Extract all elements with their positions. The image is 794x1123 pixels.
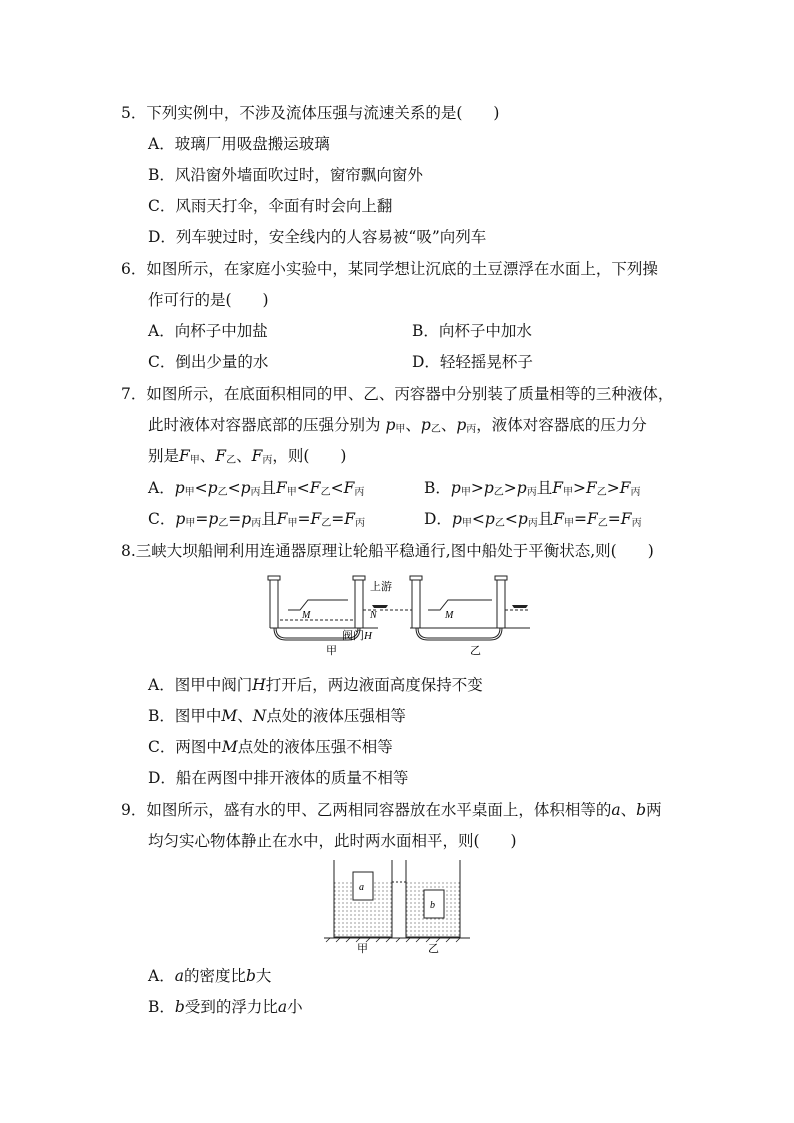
caption-jia: 甲	[326, 645, 337, 657]
option-text: 点处的液体压强不相等	[237, 738, 393, 756]
var-F: F	[343, 479, 355, 497]
containers-figure	[322, 858, 472, 958]
sub-yi: 乙	[597, 518, 608, 529]
sub-jia: 甲	[564, 518, 575, 529]
var-p: p	[420, 416, 431, 434]
sub-bing: 丙	[631, 518, 642, 529]
sub-yi: 乙	[430, 424, 441, 435]
q6-option-d: D．轻轻摇晃杯子	[412, 353, 533, 371]
sub-bing: 丙	[354, 487, 365, 498]
sub-jia: 甲	[189, 455, 200, 466]
q6-stem-line1: 6．如图所示，在家庭小实验中，某同学想让沉底的土豆漂浮在水面上，下列操	[121, 260, 658, 278]
option-text: 、	[237, 707, 253, 725]
option-letter: A．	[148, 479, 175, 497]
var-a: a	[277, 998, 288, 1016]
sub-jia: 甲	[562, 487, 573, 498]
var-m: M	[221, 707, 238, 725]
q8-option-c	[148, 737, 393, 757]
sub-bing: 丙	[262, 455, 273, 466]
q7-stem-text: ，液体对容器底的压力分	[476, 416, 647, 434]
label-upstream: 上游	[370, 581, 392, 593]
var-F: F	[276, 510, 288, 528]
q7-stem-text: ，则( )	[272, 447, 347, 465]
q7-stem-text: 此时液体对容器底部的压强分别为	[148, 416, 381, 434]
q8-option-d: D．船在两图中排开液体的质量不相等	[148, 769, 409, 787]
var-p: p	[174, 479, 185, 497]
stem-text: 、	[620, 801, 637, 819]
sub-yi: 乙	[320, 487, 331, 498]
label-b: b	[430, 900, 435, 911]
q8-option-b	[148, 706, 406, 726]
var-F: F	[179, 447, 190, 465]
stem-text: 两	[646, 801, 662, 819]
var-p: p	[483, 479, 494, 497]
q7-stem-line3: 别是$F_甲$、$F_乙$、$F_丙$，则( )	[148, 447, 347, 466]
var-p: p	[207, 479, 218, 497]
q6-option-a: A．向杯子中加盐	[148, 322, 268, 340]
option-text: A．	[148, 967, 175, 985]
option-text: 点处的液体压强相等	[266, 707, 406, 725]
option-letter: C．	[148, 510, 176, 528]
sub-bing: 丙	[466, 424, 477, 435]
sub-jia: 甲	[395, 424, 406, 435]
sub-bing: 丙	[250, 487, 261, 498]
var-F: F	[552, 479, 563, 497]
option-text: B．	[148, 998, 175, 1016]
q8-stem: 8.三峡大坝船闸利用连通器原理让轮船平稳通行,图中船处于平衡状态,则( )	[121, 542, 654, 560]
var-a: a	[174, 967, 184, 985]
var-n: N	[252, 707, 267, 725]
var-p: p	[175, 510, 186, 528]
q9-option-a	[148, 966, 271, 986]
sub-yi: 乙	[321, 518, 332, 529]
option-text: B．图甲中	[148, 707, 222, 725]
option-text: 大	[255, 967, 272, 985]
var-b: b	[174, 998, 185, 1016]
label-valve: 阀门H	[342, 630, 372, 642]
var-h: H	[252, 676, 266, 694]
option-text: A．图甲中阀门	[148, 676, 253, 694]
label-a: a	[359, 882, 364, 893]
caption-yi: 乙	[428, 943, 439, 955]
option-text: 小	[287, 998, 303, 1016]
stem-text: 9．如图所示，盛有水的甲、乙两相同容器放在水平桌面上，体积相等的	[121, 801, 612, 819]
label-m-left: M	[302, 610, 311, 621]
sub-jia: 甲	[461, 518, 472, 529]
q7-option-d: D．$p_甲<p_乙<p_丙$且$F_甲=F_乙=F_丙$	[424, 510, 642, 529]
q5-option-d: D．列车驶过时，安全线内的人容易被“吸”向列车	[148, 228, 487, 246]
sub-bing: 丙	[630, 487, 641, 498]
q9-stem-line1	[121, 800, 662, 820]
option-letter: D．	[424, 510, 452, 528]
var-F: F	[276, 479, 287, 497]
var-F: F	[553, 510, 565, 528]
q9-option-b	[148, 997, 303, 1017]
sub-bing: 丙	[527, 518, 538, 529]
sub-jia: 甲	[287, 518, 298, 529]
var-F: F	[619, 479, 631, 497]
q5-option-a: A．玻璃厂用吸盘搬运玻璃	[148, 135, 330, 153]
caption-jia: 甲	[357, 943, 368, 955]
var-F: F	[309, 479, 321, 497]
var-p: p	[517, 510, 528, 528]
sub-yi: 乙	[218, 518, 229, 529]
q5-stem: 5．下列实例中，不涉及流体压强与流速关系的是( )	[121, 104, 500, 122]
sub-jia: 甲	[185, 518, 196, 529]
q9-stem-line2: 均匀实心物体静止在水中，此时两水面相平，则( )	[148, 832, 517, 850]
label-m-right: M	[445, 610, 454, 621]
var-b: b	[636, 801, 647, 819]
and-text: 且	[536, 479, 553, 497]
var-F: F	[251, 447, 263, 465]
var-p: p	[241, 510, 252, 528]
option-text: 的密度比	[183, 967, 246, 985]
option-text: C．两图中	[148, 738, 222, 756]
q7-option-b: B．$p_甲>p_乙>p_丙$且$F_甲>F_乙>F_丙$	[424, 479, 641, 498]
var-F: F	[587, 510, 598, 528]
q5-option-c: C．风雨天打伞，伞面有时会向上翻	[148, 197, 393, 215]
var-b: b	[245, 967, 256, 985]
var-a: a	[611, 801, 621, 819]
sub-yi: 乙	[493, 487, 504, 498]
sub-bing: 丙	[526, 487, 537, 498]
and-text: 且	[260, 479, 277, 497]
and-text: 且	[537, 510, 554, 528]
q6-stem-line2: 作可行的是( )	[148, 291, 269, 309]
q7-option-c: C．$p_甲=p_乙=p_丙$且$F_甲=F_乙=F_丙$	[148, 510, 365, 529]
q6-option-b: B．向杯子中加水	[412, 322, 532, 340]
sub-jia: 甲	[184, 487, 195, 498]
sub-yi: 乙	[226, 455, 237, 466]
sub-jia: 甲	[286, 487, 297, 498]
var-p: p	[208, 510, 219, 528]
sub-yi: 乙	[217, 487, 228, 498]
and-text: 且	[261, 510, 277, 528]
var-F: F	[620, 510, 632, 528]
var-p: p	[456, 416, 467, 434]
var-p: p	[450, 479, 461, 497]
sub-yi: 乙	[596, 487, 607, 498]
sub-jia: 甲	[460, 487, 471, 498]
var-m: M	[221, 738, 238, 756]
q7-stem-text: 别是	[148, 447, 180, 465]
var-p: p	[240, 479, 251, 497]
var-F: F	[585, 479, 597, 497]
q6-option-c: C．倒出少量的水	[148, 353, 269, 371]
option-letter: B．	[424, 479, 451, 497]
option-text: 打开后，两边液面高度保持不变	[265, 676, 483, 694]
q8-option-a	[148, 675, 483, 695]
var-p: p	[385, 416, 396, 434]
var-F: F	[310, 510, 322, 528]
q7-option-a: A．$p_甲<p_乙<p_丙$且$F_甲<F_乙<F_丙$	[148, 479, 365, 498]
q7-stem-line1: 7．如图所示，在底面积相同的甲、乙、丙容器中分别装了质量相等的三种液体，	[121, 385, 674, 403]
ship-lock-figure	[260, 570, 540, 660]
sub-bing: 丙	[251, 518, 262, 529]
label-n: N	[370, 610, 377, 621]
var-F: F	[215, 447, 227, 465]
q7-stem-line2: 此时液体对容器底部的压强分别为 $p_甲$、$p_乙$、$p_丙$，液体对容器底的压力分	[148, 416, 647, 435]
var-p: p	[484, 510, 495, 528]
sub-bing: 丙	[355, 518, 365, 529]
var-p: p	[516, 479, 527, 497]
caption-yi: 乙	[470, 645, 481, 657]
var-p: p	[451, 510, 462, 528]
var-F: F	[344, 510, 355, 528]
q5-option-b: B．风沿窗外墙面吹过时，窗帘飘向窗外	[148, 166, 423, 184]
sub-yi: 乙	[494, 518, 505, 529]
option-text: 受到的浮力比	[184, 998, 278, 1016]
